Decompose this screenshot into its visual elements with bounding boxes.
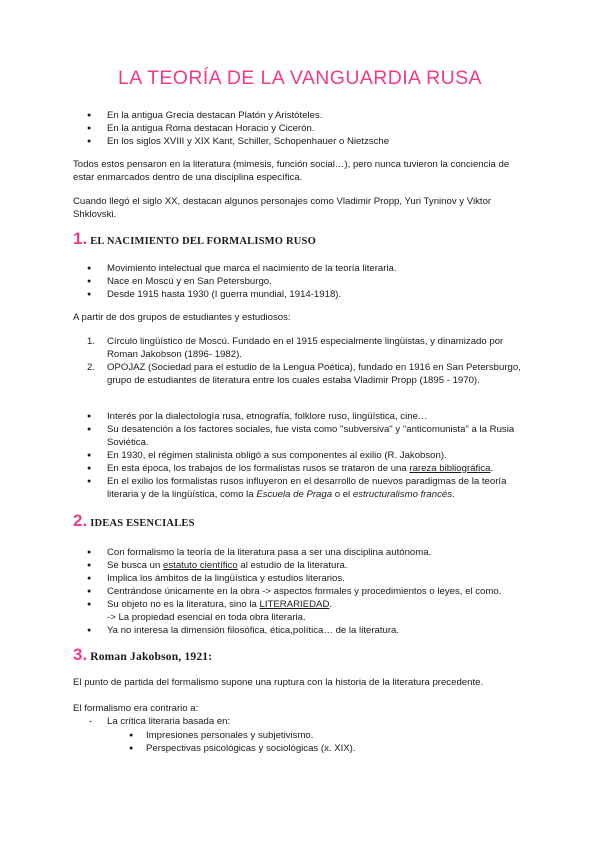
dash-mark: - — [89, 716, 93, 727]
italic-term: Escuela de Praga — [256, 489, 333, 500]
list-number: 1. — [87, 336, 96, 347]
intro-paragraph: Todos estos pensaron en la literatura (mimesis, función social…), pero nunca tuvieron la conciencia de estar enmarcados dentro de una disciplina específica. — [73, 159, 510, 183]
section2-bullet-list-2 — [73, 624, 533, 637]
list-item: ● Impresiones personales y subjetivismo. — [73, 729, 533, 742]
bullet-note: -> La propiedad esencial en toda obra literaria. — [107, 612, 306, 623]
underlined-term: rareza bibliográfica — [409, 463, 491, 474]
text-run: . — [452, 489, 455, 500]
section-heading — [73, 645, 213, 670]
text-run: En esta época, los trabajos de los formalistas rusos se trataron de una — [107, 463, 410, 474]
text-run: Su objeto no es la literatura, sino la — [107, 599, 260, 610]
intro-bullet-list — [73, 109, 533, 148]
section-title: Roman Jakobson, 1921: — [90, 651, 213, 663]
list-item: ● En los siglos XVIII y XIX Kant, Schiller, Schopenhauer o Nietzsche — [73, 135, 533, 148]
list-item — [73, 475, 533, 501]
section-number: 3. — [73, 645, 88, 664]
section-title: IDEAS ESENCIALES — [90, 518, 195, 529]
section1-bullet-list — [73, 262, 533, 301]
list-item: ● Movimiento intelectual que marca el nacimiento de la teoría literaria. — [73, 262, 533, 275]
list-item: ● Su desatención a los factores sociales, fue vista como "subversiva" y "anticomunista" a la Rusia Soviética. — [73, 423, 533, 449]
section-number: 1. — [73, 229, 88, 248]
groups-numbered-list — [73, 335, 533, 387]
section-title: EL NACIMIENTO DEL FORMALISMO RUSO — [90, 236, 316, 247]
list-item: ● En 1930, el régimen stalinista obligó a sus componentes al exilio (R. Jakobson). — [73, 449, 533, 462]
list-item: ● Centrándose únicamente en la obra -> aspectos formales y procedimientos o leyes, el como. — [73, 585, 533, 598]
list-item: ● Interés por la dialectología rusa, etnografía, folklore ruso, lingüística, cine… — [73, 410, 533, 423]
section1-bullet-list-2 — [73, 410, 533, 501]
text-run: . — [490, 463, 494, 474]
section3-sub-list — [73, 729, 533, 755]
intro-paragraph: Cuando llegó el siglo XX, destacan algunos personajes como Vladimir Propp, Yuri Tyninov y Viktor Shklovski. — [73, 196, 492, 220]
italic-term: estructuralismo francés — [352, 489, 453, 500]
document-title: LA TEORÍA DE LA VANGUARDIA RUSA — [118, 67, 482, 89]
text-run: En el exilio los formalistas rusos influyeron en el desarrollo de nuevos paradigmas de la teoría literaria y de la lingüística, como la — [107, 476, 507, 500]
list-item — [73, 335, 533, 361]
section3-paragraph: El punto de partida del formalismo supone una ruptura con la historia de la literatura precedente. — [73, 677, 484, 688]
list-item: ● Con formalismo la teoría de la literatura pasa a ser una disciplina autónoma. — [73, 546, 533, 559]
list-item — [73, 361, 533, 387]
text-run: o el — [332, 489, 353, 500]
list-number: 2. — [87, 362, 96, 373]
list-text: Círculo lingüístico de Moscú. Fundado en el 1915 especialmente lingüistas, y dinamizado por Roman Jakobson (1896- 1982). — [107, 336, 504, 360]
text-run: Se busca un — [107, 560, 164, 571]
text-run: al estudio de la literatura. — [237, 560, 348, 571]
list-item: ● Desde 1915 hasta 1930 (I guerra mundial, 1914-1918). — [73, 288, 533, 301]
list-item — [73, 598, 533, 611]
list-item: ● Perspectivas psicológicas y sociológicas (x. XIX). — [73, 742, 533, 755]
dash-text: La crítica literaria basada en: — [107, 716, 231, 727]
list-item: ● Nace en Moscú y en San Petersburgo. — [73, 275, 533, 288]
list-item: ● Ya no interesa la dimensión filosófica, ética,política… de la literatura. — [73, 624, 533, 637]
list-item: ● En la antigua Roma destacan Horacio y Cicerón. — [73, 122, 533, 135]
text-run: . — [329, 599, 333, 610]
underlined-term: estatuto científico — [163, 560, 238, 571]
list-item — [73, 559, 533, 572]
section-heading — [73, 511, 195, 536]
section2-bullet-list — [73, 546, 533, 611]
section3-paragraph: El formalismo era contrario a: — [73, 703, 199, 714]
list-text: OPOJAZ (Sociedad para el estudio de la Lengua Poética), fundado en 1916 en San Petersburgo, grupo de estudiantes de literatura entre los cuales estaba Vladimir Propp (1895 - 1970). — [107, 362, 521, 386]
dash-item — [73, 715, 567, 728]
underlined-term: LITERARIEDAD — [259, 599, 330, 610]
list-item: ● En la antigua Grecia destacan Platón y Aristóteles. — [73, 109, 533, 122]
section-number: 2. — [73, 511, 88, 530]
list-item — [73, 462, 533, 475]
groups-intro: A partir de dos grupos de estudiantes y estudiosos: — [73, 312, 291, 323]
section-heading — [73, 229, 316, 254]
list-item: ● Implica los ámbitos de la lingüística y estudios literarios. — [73, 572, 533, 585]
